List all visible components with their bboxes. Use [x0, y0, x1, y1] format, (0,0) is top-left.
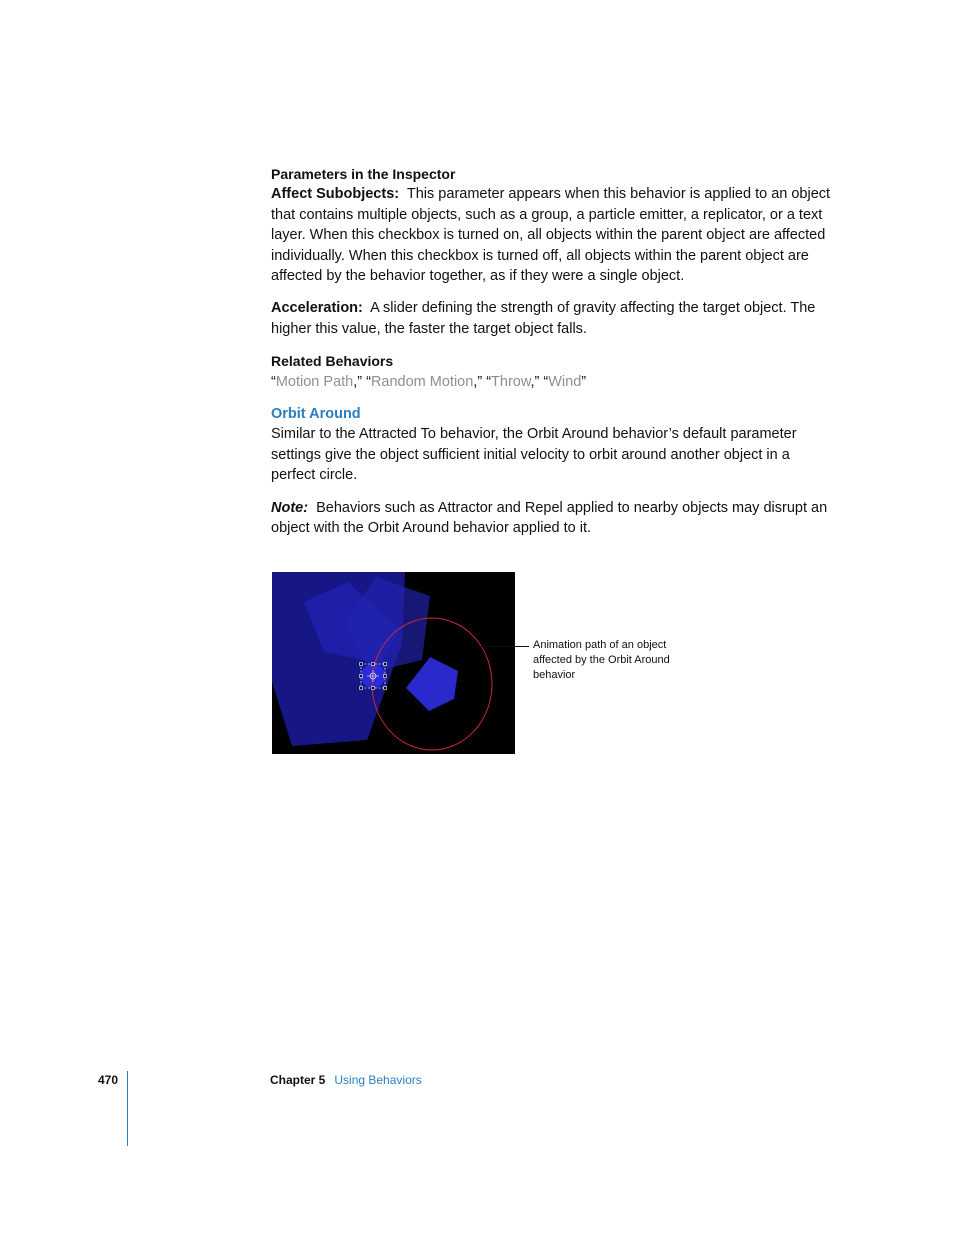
callout-leader-line	[481, 646, 529, 647]
param-affect-subobjects	[271, 184, 831, 286]
link-wind[interactable]: Wind	[548, 373, 582, 390]
main-content	[271, 164, 831, 551]
param-description: This parameter appears when this behavior is applied to an object that contains multiple objects, such as a group, a particle emitter, a replicator, or a text layer. When this checkbox is turned on, all objects within the parent object are affected individually. When this checkbox is turned off, all objects within the parent object are affected by the behavior together, as if they were a single object.	[271, 186, 831, 285]
footer-chapter: Chapter 5	[270, 1073, 326, 1087]
related-behaviors-links: “Motion Path,” “Random Motion,” “Throw,” “Wind”	[271, 373, 587, 390]
footer-chapter-title[interactable]: Using Behaviors	[334, 1073, 422, 1087]
section-heading: Parameters in the Inspector	[271, 166, 456, 182]
topic-title: Orbit Around	[271, 406, 361, 423]
footer-rule	[127, 1071, 128, 1146]
param-term: Affect Subobjects:	[271, 186, 400, 203]
footer	[270, 1073, 422, 1087]
note-text: Behaviors such as Attractor and Repel applied to nearby objects may disrupt an object with the Orbit Around behavior applied to it.	[271, 499, 828, 537]
orbit-around-figure	[272, 572, 515, 754]
figure-callout: Animation path of an object affected by the Orbit Around behavior	[533, 639, 670, 681]
param-acceleration	[271, 298, 831, 339]
related-behaviors-heading: Related Behaviors	[271, 353, 394, 370]
note-label: Note:	[271, 499, 309, 516]
figure-canvas	[272, 572, 515, 754]
param-term: Acceleration:	[271, 300, 363, 317]
page-number: 470	[98, 1073, 119, 1087]
note-paragraph	[271, 498, 831, 539]
link-throw[interactable]: Throw	[491, 373, 531, 390]
param-description: A slider defining the strength of gravity affecting the target object. The higher this value, the faster the target object falls.	[271, 300, 816, 337]
link-motion-path[interactable]: Motion Path	[275, 373, 354, 390]
topic-intro: Similar to the Attracted To behavior, the Orbit Around behavior’s default parameter settings give the object sufficient initial velocity to orbit around another object in a perfect circle.	[271, 426, 797, 484]
link-random-motion[interactable]: Random Motion	[370, 373, 474, 390]
